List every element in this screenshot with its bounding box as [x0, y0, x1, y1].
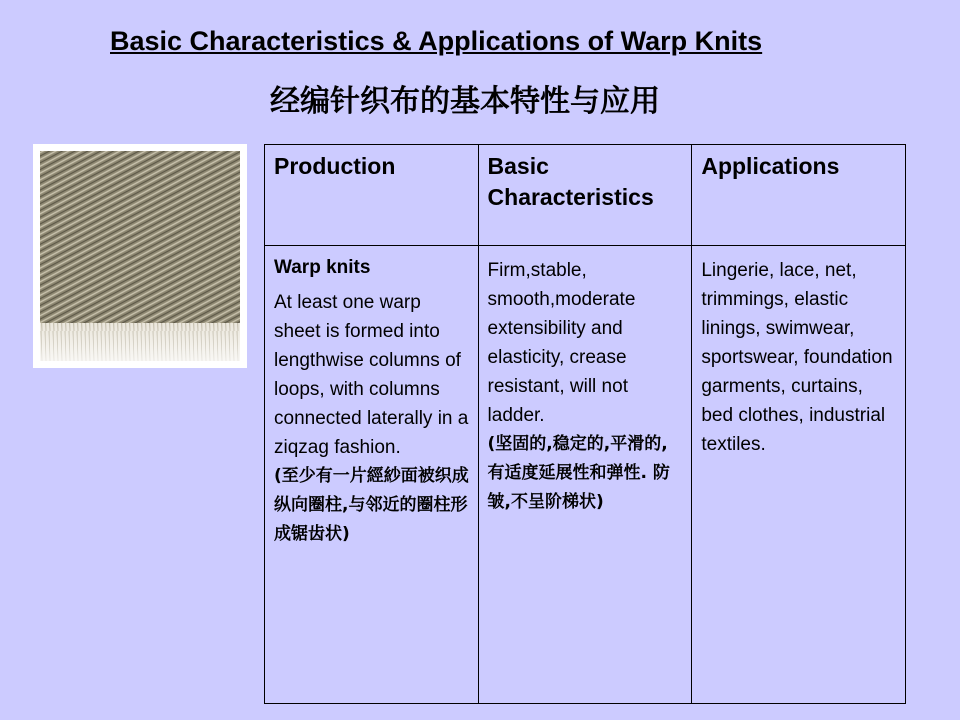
warp-knit-fabric-swatch-icon	[40, 151, 240, 361]
cell-applications	[692, 246, 906, 704]
header-production: Production	[265, 145, 479, 246]
slide-title: Basic Characteristics & Applications of Warp Knits	[110, 26, 763, 56]
table-header-row	[265, 145, 906, 246]
table-row	[265, 246, 906, 704]
cell-characteristics	[478, 246, 692, 704]
cell-production	[265, 246, 479, 704]
warp-knits-table	[264, 144, 906, 704]
characteristics-text: Firm,stable, smooth,moderate extensibility and elasticity, crease resistant, will not ladder.	[487, 260, 636, 426]
characteristics-text-chinese: (坚固的,稳定的,平滑的,有适度延展性和弹性. 防皱,不呈阶梯状)	[487, 434, 670, 512]
fabric-swatch-image	[33, 144, 247, 368]
header-basic-characteristics: Basic Characteristics	[478, 145, 692, 246]
slide-subtitle-chinese: 经编针织布的基本特性与应用	[270, 84, 660, 119]
production-description: At least one warp sheet is formed into lengthwise columns of loops, with columns connected laterally in a ziqzag fashion.	[274, 292, 469, 458]
production-name: Warp knits	[274, 257, 371, 278]
production-description-chinese: (至少有一片經紗面被织成纵向圈柱,与邻近的圈柱形成锯齿状)	[274, 466, 469, 544]
header-applications: Applications	[692, 145, 906, 246]
applications-text: Lingerie, lace, net, trimmings, elastic linings, swimwear, sportswear, foundation garments, curtains, bed clothes, industrial textiles.	[701, 260, 893, 455]
